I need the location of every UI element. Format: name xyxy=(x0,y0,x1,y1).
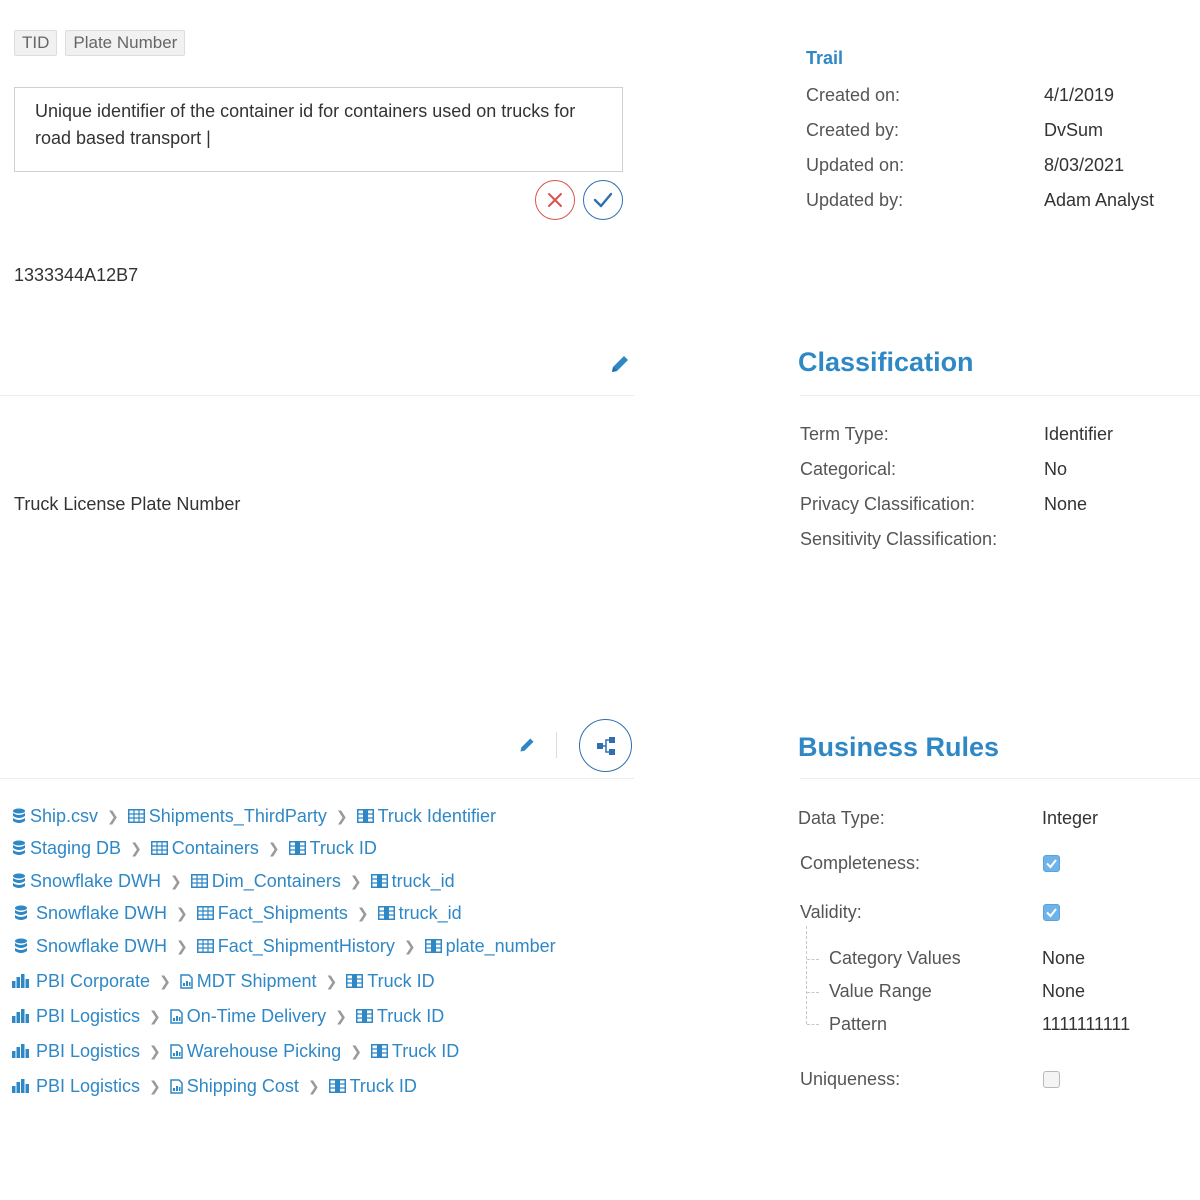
lineage-row xyxy=(12,1035,459,1067)
lineage-table-label: Shipments_ThirdParty xyxy=(148,805,327,826)
lineage-source-link[interactable] xyxy=(12,1076,140,1097)
completeness-label: Completeness: xyxy=(800,853,921,873)
cancel-edit-button[interactable] xyxy=(535,180,575,220)
updated-by-value: Adam Analyst xyxy=(1044,190,1155,210)
close-icon xyxy=(546,191,564,209)
pattern-label: Pattern xyxy=(829,1014,888,1034)
uniqueness-checkbox[interactable] xyxy=(1043,1071,1060,1088)
chevron-right-icon: ❯ xyxy=(159,972,171,989)
bar-chart-icon xyxy=(12,1009,29,1023)
report-icon xyxy=(180,974,193,989)
categorical-label: Categorical: xyxy=(800,459,897,479)
bar-chart-icon xyxy=(12,1079,29,1093)
column-icon xyxy=(289,841,306,855)
sample-value: 1333344A12B7 xyxy=(14,265,139,285)
column-icon xyxy=(356,1009,373,1023)
chevron-right-icon: ❯ xyxy=(350,1042,362,1059)
lineage-row xyxy=(12,965,435,997)
lineage-column-label: Truck ID xyxy=(349,1075,417,1096)
chevron-right-icon: ❯ xyxy=(149,1007,161,1024)
lineage-column-link[interactable] xyxy=(346,971,434,992)
lineage-source-label: Snowflake DWH xyxy=(36,935,168,956)
lineage-column-label: plate_number xyxy=(445,935,556,956)
chevron-right-icon: ❯ xyxy=(335,1007,347,1024)
chevron-right-icon: ❯ xyxy=(349,872,362,889)
completeness-checkbox[interactable] xyxy=(1043,855,1060,872)
tree-connector xyxy=(807,959,819,960)
lineage-table-link[interactable] xyxy=(197,903,348,924)
lineage-row xyxy=(14,930,556,962)
lineage-table-label: Shipping Cost xyxy=(186,1075,299,1096)
lineage-column-link[interactable] xyxy=(289,838,377,859)
lineage-source-label: PBI Logistics xyxy=(36,1040,141,1061)
column-icon xyxy=(346,974,363,988)
updated-by-label: Updated by: xyxy=(806,190,904,210)
toolbar-separator xyxy=(556,732,557,758)
check-icon xyxy=(1045,906,1058,919)
lineage-source-label: PBI Logistics xyxy=(36,1075,141,1096)
tree-connector xyxy=(807,992,819,993)
validity-tree-line xyxy=(806,926,807,1024)
lineage-column-label: Truck Identifier xyxy=(377,805,496,826)
lineage-table-link[interactable] xyxy=(128,806,327,827)
lineage-source-link[interactable] xyxy=(12,806,98,827)
pencil-icon xyxy=(518,736,536,754)
data-type-value: Integer xyxy=(1042,808,1099,828)
lineage-table-link[interactable] xyxy=(197,936,395,957)
column-icon xyxy=(371,874,388,888)
check-icon xyxy=(592,189,614,211)
updated-on-label: Updated on: xyxy=(806,155,905,175)
section-divider xyxy=(0,395,634,396)
database-icon xyxy=(12,840,26,856)
category-values-value: None xyxy=(1042,948,1086,968)
chevron-right-icon: ❯ xyxy=(130,839,142,856)
hierarchy-icon xyxy=(595,735,617,757)
chevron-right-icon: ❯ xyxy=(325,972,338,989)
synonym-text: Truck License Plate Number xyxy=(14,494,241,514)
lineage-row xyxy=(12,1070,417,1102)
column-icon xyxy=(425,939,442,953)
database-icon xyxy=(12,808,26,824)
edit-synonym-button[interactable] xyxy=(608,352,632,376)
lineage-source-link[interactable] xyxy=(14,903,167,924)
bar-chart-icon xyxy=(12,974,29,988)
lineage-column-link[interactable] xyxy=(425,936,556,957)
lineage-table-link[interactable] xyxy=(191,871,341,892)
lineage-column-link[interactable] xyxy=(378,903,462,924)
sensitivity-label: Sensitivity Classification: xyxy=(800,529,998,549)
lineage-row xyxy=(12,865,455,897)
table-icon xyxy=(128,809,145,823)
lineage-row xyxy=(12,800,496,832)
lineage-table-label: Dim_Containers xyxy=(211,870,341,891)
lineage-table-label: MDT Shipment xyxy=(196,970,317,991)
tag-tid[interactable]: TID xyxy=(14,30,57,56)
privacy-label: Privacy Classification: xyxy=(800,494,976,514)
lineage-row xyxy=(12,832,377,864)
created-by-label: Created by: xyxy=(806,120,900,140)
lineage-column-label: Truck ID xyxy=(367,970,435,991)
lineage-column-link[interactable] xyxy=(356,1006,444,1027)
lineage-row xyxy=(14,897,462,929)
lineage-source-link[interactable] xyxy=(12,1041,140,1062)
chevron-right-icon: ❯ xyxy=(176,904,188,921)
tag-plate-number[interactable]: Plate Number xyxy=(65,30,185,56)
lineage-table-link[interactable] xyxy=(180,971,317,992)
created-on-label: Created on: xyxy=(806,85,901,105)
lineage-column-label: Truck ID xyxy=(376,1005,445,1026)
classification-title: Classification xyxy=(798,347,974,377)
bar-chart-icon xyxy=(12,1044,29,1058)
lineage-source-link[interactable] xyxy=(12,871,161,892)
lineage-row xyxy=(12,1000,444,1032)
term-type-label: Term Type: xyxy=(800,424,889,444)
lineage-source-label: Staging DB xyxy=(30,837,122,858)
created-on-value: 4/1/2019 xyxy=(1044,85,1115,105)
tree-connector xyxy=(807,1024,819,1025)
trail-title: Trail xyxy=(806,48,844,68)
table-icon xyxy=(151,841,168,855)
section-divider xyxy=(800,778,1200,779)
lineage-column-link[interactable] xyxy=(371,871,455,892)
chevron-right-icon: ❯ xyxy=(356,904,369,921)
report-icon xyxy=(170,1044,183,1059)
report-icon xyxy=(170,1009,183,1024)
description-editor[interactable]: Unique identifier of the container id for containers used on trucks for road based transport | xyxy=(14,87,623,172)
lineage-column-link[interactable] xyxy=(357,806,496,827)
column-icon xyxy=(378,906,395,920)
created-by-value: DvSum xyxy=(1044,120,1104,140)
lineage-column-label: truck_id xyxy=(391,870,455,891)
column-icon xyxy=(357,809,374,823)
categorical-value: No xyxy=(1044,459,1068,479)
privacy-value: None xyxy=(1044,494,1088,514)
pattern-value: 1111111111 xyxy=(1042,1014,1131,1034)
lineage-table-link[interactable] xyxy=(170,1006,326,1027)
value-range-label: Value Range xyxy=(829,981,932,1001)
chevron-right-icon: ❯ xyxy=(307,1077,320,1094)
updated-on-value: 8/03/2021 xyxy=(1044,155,1125,175)
lineage-table-link[interactable] xyxy=(170,1041,341,1062)
lineage-source-label: Snowflake DWH xyxy=(30,870,162,891)
lineage-graph-button[interactable] xyxy=(579,719,632,772)
section-divider xyxy=(800,395,1200,396)
pencil-icon xyxy=(609,353,631,375)
column-icon xyxy=(329,1079,346,1093)
lineage-column-link[interactable] xyxy=(329,1076,417,1097)
column-icon xyxy=(371,1044,388,1058)
lineage-column-label: truck_id xyxy=(398,902,462,923)
check-icon xyxy=(1045,857,1058,870)
lineage-source-label: Ship.csv xyxy=(30,805,99,826)
tag-list xyxy=(14,30,185,56)
lineage-table-label: On-Time Delivery xyxy=(186,1005,327,1026)
lineage-column-link[interactable] xyxy=(371,1041,459,1062)
chevron-right-icon: ❯ xyxy=(149,1042,161,1059)
chevron-right-icon: ❯ xyxy=(107,807,119,824)
business-rules-title: Business Rules xyxy=(798,732,1000,762)
edit-lineage-button[interactable] xyxy=(517,735,537,755)
lineage-column-label: Truck ID xyxy=(391,1040,460,1061)
chevron-right-icon: ❯ xyxy=(267,839,280,856)
chevron-right-icon: ❯ xyxy=(149,1077,161,1094)
chevron-right-icon: ❯ xyxy=(335,807,348,824)
lineage-table-label: Fact_Shipments xyxy=(217,902,348,923)
report-icon xyxy=(170,1079,183,1094)
lineage-source-label: PBI Logistics xyxy=(36,1005,141,1026)
uniqueness-label: Uniqueness: xyxy=(800,1069,901,1089)
section-divider xyxy=(0,778,634,779)
data-type-label: Data Type: xyxy=(798,808,885,828)
lineage-table-label: Warehouse Picking xyxy=(186,1040,342,1061)
lineage-column-label: Truck ID xyxy=(309,837,377,858)
database-icon xyxy=(12,873,26,889)
table-icon xyxy=(197,906,214,920)
lineage-source-link[interactable] xyxy=(12,838,121,859)
lineage-table-link[interactable] xyxy=(170,1076,299,1097)
term-type-value: Identifier xyxy=(1044,424,1114,444)
lineage-table-link[interactable] xyxy=(151,838,259,859)
lineage-source-link[interactable] xyxy=(12,971,150,992)
validity-label: Validity: xyxy=(800,902,862,922)
lineage-table-label: Containers xyxy=(171,837,259,858)
category-values-label: Category Values xyxy=(829,948,961,968)
database-icon xyxy=(14,905,28,921)
lineage-source-label: PBI Corporate xyxy=(36,970,151,991)
lineage-source-label: Snowflake DWH xyxy=(36,902,168,923)
save-edit-button[interactable] xyxy=(583,180,623,220)
lineage-table-label: Fact_ShipmentHistory xyxy=(217,935,395,956)
value-range-value: None xyxy=(1042,981,1086,1001)
table-icon xyxy=(197,939,214,953)
chevron-right-icon: ❯ xyxy=(403,937,416,954)
validity-checkbox[interactable] xyxy=(1043,904,1060,921)
lineage-source-link[interactable] xyxy=(12,1006,140,1027)
table-icon xyxy=(191,874,208,888)
database-icon xyxy=(14,938,28,954)
chevron-right-icon: ❯ xyxy=(170,872,182,889)
chevron-right-icon: ❯ xyxy=(176,937,188,954)
lineage-source-link[interactable] xyxy=(14,936,167,957)
